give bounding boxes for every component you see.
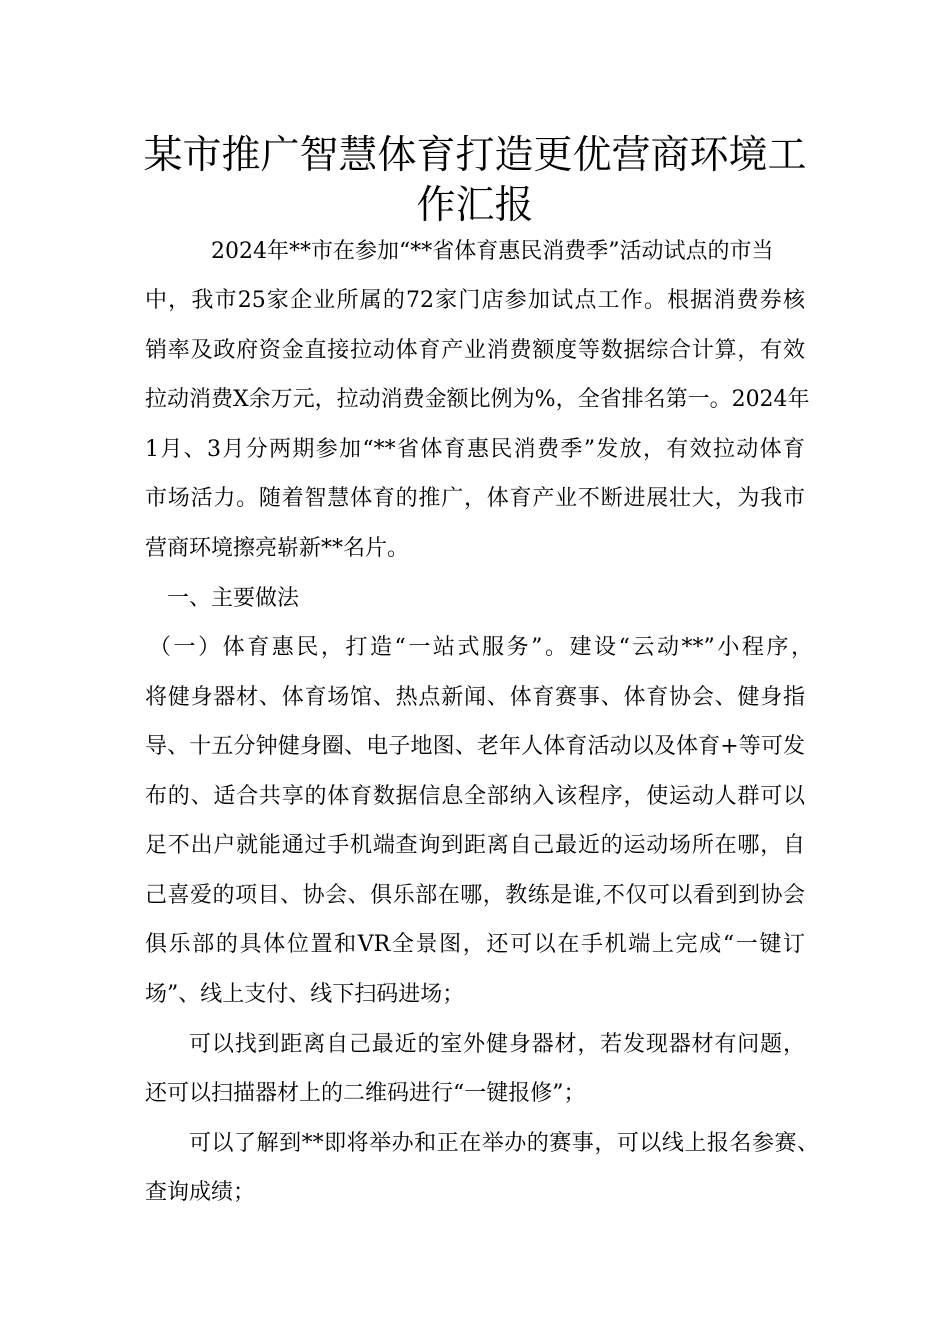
- paragraph-2-line-5: 足不出户就能通过手机端查询到距离自己最近的运动场所在哪，自: [145, 833, 805, 858]
- paragraph-2-line-2: 将健身器材、体育场馆、热点新闻、体育赛事、体育协会、健身指: [145, 685, 805, 710]
- paragraph-2-line-8: 场”、线上支付、线下扫码进场；: [145, 982, 465, 1007]
- paragraph-2-line-4: 布的、适合共享的体育数据信息全部纳入该程序，使运动人群可以: [145, 784, 805, 809]
- paragraph-1-line-5: 1月、3月分两期参加“**省体育惠民消费季”发放，有效拉动体育: [145, 437, 805, 462]
- section-heading-main-practices: 一、主要做法: [167, 586, 300, 611]
- paragraph-1-line-4: 拉动消费X余万元，拉动消费金额比例为%，全省排名第一。2024年: [145, 387, 810, 412]
- paragraph-2-line-3: 导、十五分钟健身圈、电子地图、老年人体育活动以及体育+等可发: [145, 734, 805, 759]
- paragraph-1-line-2: 中，我市25家企业所属的72家门店参加试点工作。根据消费券核: [145, 288, 805, 313]
- document-title-line-2: 作汇报: [416, 183, 534, 228]
- paragraph-3-line-2: 还可以扫描器材上的二维码进行“一键报修”；: [145, 1081, 586, 1106]
- paragraph-2-line-6: 己喜爱的项目、协会、俱乐部在哪，教练是谁,不仅可以看到到协会: [145, 883, 805, 908]
- paragraph-4-line-2: 查询成绩；: [145, 1180, 256, 1205]
- paragraph-2-line-7: 俱乐部的具体位置和VR全景图，还可以在手机端上完成“一键订: [145, 932, 805, 957]
- paragraph-3-line-1: 可以找到距离自己最近的室外健身器材，若发现器材有问题，: [189, 1032, 805, 1057]
- paragraph-4-line-1: 可以了解到**即将举办和正在举办的赛事，可以线上报名参赛、: [189, 1131, 819, 1156]
- paragraph-1-line-1: 2024年**市在参加“**省体育惠民消费季”活动试点的市当: [211, 239, 774, 264]
- paragraph-1-line-6: 市场活力。随着智慧体育的推广，体育产业不断进展壮大，为我市: [145, 486, 805, 511]
- paragraph-1-line-3: 销率及政府资金直接拉动体育产业消费额度等数据综合计算，有效: [145, 338, 805, 363]
- paragraph-1-line-7: 营商环境擦亮崭新**名片。: [145, 536, 410, 561]
- paragraph-2-line-1: （一）体育惠民，打造“一站式服务”。建设“云动**”小程序，: [149, 635, 813, 660]
- document-title-line-1: 某市推广智慧体育打造更优营商环境工: [143, 133, 807, 178]
